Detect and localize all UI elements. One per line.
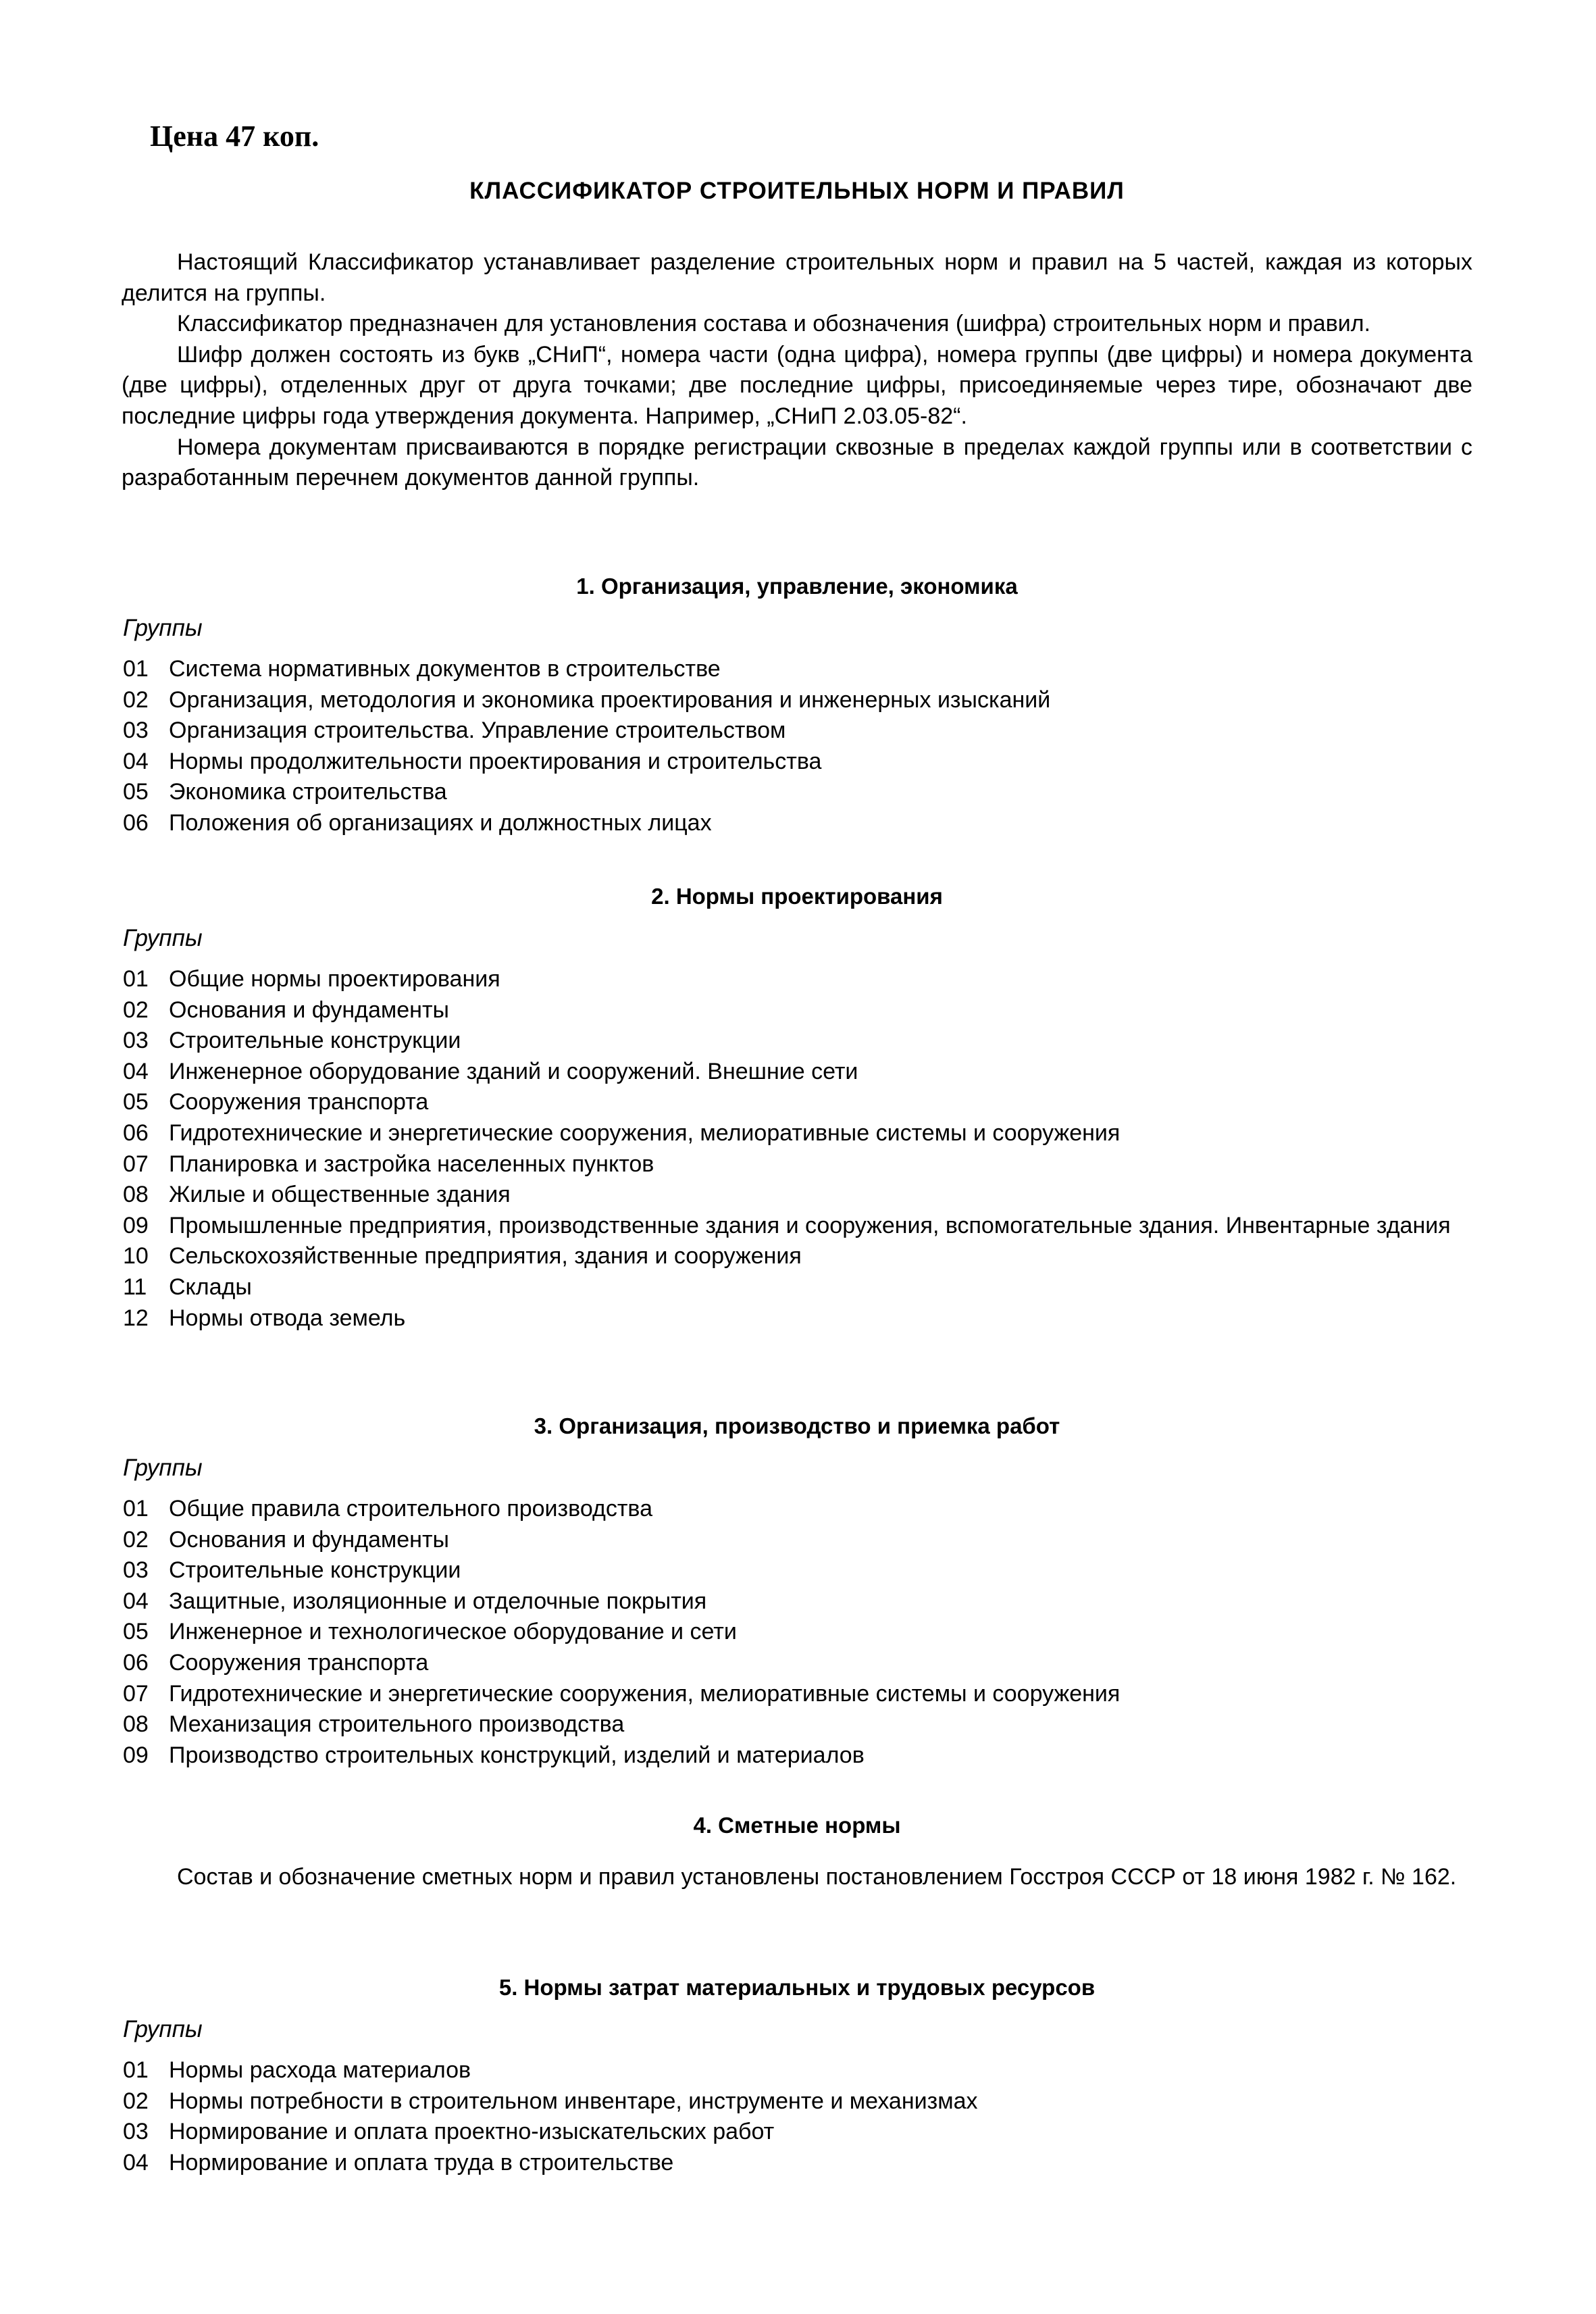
section-4-text: Состав и обозначение сметных норм и правил установлены постановлением Госстроя СССР от 18 июня 1982 г. № 162.: [177, 1864, 1457, 1890]
group-item: [123, 685, 1474, 716]
group-number: 07: [123, 1151, 149, 1177]
group-text: Общие правила строительного производства: [169, 1496, 652, 1521]
group-number: 11: [123, 1274, 147, 1300]
section-3-title: 3. Организация, производство и приемка работ: [534, 1413, 1060, 1438]
group-text: Общие нормы проектирования: [169, 966, 500, 992]
group-text: Строительные конструкции: [169, 1557, 461, 1584]
group-number: 04: [123, 2149, 149, 2175]
group-item: [123, 777, 1474, 808]
group-item: [123, 1057, 1474, 1088]
group-item: [123, 1525, 1474, 1556]
group-number: 02: [123, 686, 149, 713]
intro-paragraph: Номера документам присваиваются в порядке регистрации сквозные в пределах каждой группы или в соответствии с разработанным перечнем документов данной группы.: [122, 434, 1472, 491]
group-item: [123, 1303, 1474, 1334]
group-text: Нормирование и оплата проектно-изыскательских работ: [169, 2119, 775, 2145]
section-5-groups-label: Группы: [123, 2016, 203, 2042]
group-text: Производство строительных конструкций, изделий и материалов: [169, 1742, 865, 1768]
group-item: [123, 995, 1474, 1026]
group-number: 09: [123, 1212, 149, 1238]
group-text: Основания и фундаменты: [169, 997, 449, 1023]
group-text: Инженерное оборудование зданий и сооружений. Внешние сети: [169, 1058, 858, 1084]
group-number: 03: [123, 1557, 149, 1584]
section-4-title: 4. Сметные нормы: [693, 1813, 901, 1838]
group-text: Промышленные предприятия, производственные здания и сооружения, вспомогательные здания. Инвентарные здания: [169, 1212, 1451, 1238]
group-text: Планировка и застройка населенных пунктов: [169, 1151, 654, 1177]
group-number: 06: [123, 1649, 149, 1676]
group-item: [123, 1586, 1474, 1617]
group-item: [123, 1494, 1474, 1525]
group-number: 10: [123, 1243, 149, 1269]
section-2-groups-label: Группы: [123, 925, 203, 951]
group-text: Основания и фундаменты: [169, 1526, 449, 1553]
group-number: 03: [123, 2119, 149, 2145]
intro-paragraph: Шифр должен состоять из букв „СНиП“, номера части (одна цифра), номера группы (две цифры) и номера документа (две цифры), отделенных друг от друга точками; две последние цифры, присоединяемые через тире, обозначают две последние цифры года утверждения документа. Например, „СНиП 2.03.05-82“.: [122, 341, 1472, 429]
group-number: 04: [123, 748, 149, 774]
group-item: [123, 964, 1474, 995]
group-number: 05: [123, 779, 149, 805]
group-number: 01: [123, 1496, 149, 1521]
group-item: [123, 808, 1474, 839]
intro-paragraph: Настоящий Классификатор устанавливает разделение строительных норм и правил на 5 частей, каждая из которых делится на группы.: [122, 249, 1472, 306]
group-item: [123, 2117, 1474, 2148]
group-item: [123, 1709, 1474, 1740]
section-2-title: 2. Нормы проектирования: [651, 884, 943, 909]
group-text: Организация строительства. Управление строительством: [169, 718, 786, 744]
group-number: 06: [123, 1120, 149, 1146]
group-number: 04: [123, 1588, 149, 1614]
group-number: 08: [123, 1182, 149, 1208]
group-number: 08: [123, 1711, 149, 1738]
section-5-title: 5. Нормы затрат материальных и трудовых ресурсов: [498, 1975, 1096, 2000]
group-text: Экономика строительства: [169, 779, 447, 805]
section-1-title: 1. Организация, управление, экономика: [576, 574, 1018, 599]
group-number: 02: [123, 1526, 149, 1553]
group-text: Сооружения транспорта: [169, 1089, 429, 1115]
section-1-group-list: [123, 654, 1474, 839]
group-number: 03: [123, 718, 149, 744]
group-text: Нормирование и оплата труда в строительстве: [169, 2149, 674, 2175]
group-text: Нормы отвода земель: [169, 1305, 406, 1331]
section-2-group-list: [123, 964, 1474, 1334]
group-item: [123, 715, 1474, 747]
group-text: Гидротехнические и энергетические сооружения, мелиоративные системы и сооружения: [169, 1120, 1121, 1146]
price-label: Цена 47 коп.: [150, 120, 319, 153]
group-text: Сооружения транспорта: [169, 1649, 429, 1676]
group-number: 06: [123, 809, 149, 836]
group-item: [123, 1118, 1474, 1149]
intro-paragraph: Классификатор предназначен для установления состава и обозначения (шифра) строительных норм и правил.: [177, 311, 1371, 337]
group-text: Система нормативных документов в строительстве: [169, 656, 721, 682]
group-item: [123, 1180, 1474, 1211]
group-number: 04: [123, 1058, 149, 1084]
group-text: Склады: [169, 1274, 252, 1300]
group-number: 01: [123, 656, 149, 682]
group-text: Сельскохозяйственные предприятия, здания и сооружения: [169, 1243, 802, 1269]
group-number: 05: [123, 1089, 149, 1115]
group-text: Нормы расхода материалов: [169, 2057, 471, 2083]
section-5-group-list: [123, 2055, 1474, 2178]
group-number: 02: [123, 2088, 149, 2114]
group-text: Нормы продолжительности проектирования и строительства: [169, 748, 822, 774]
group-text: Нормы потребности в строительном инвентаре, инструменте и механизмах: [169, 2088, 978, 2114]
group-text: Инженерное и технологическое оборудование и сети: [169, 1619, 737, 1645]
group-number: 07: [123, 1680, 149, 1707]
group-text: Жилые и общественные здания: [169, 1182, 511, 1208]
section-3-group-list: [123, 1494, 1474, 1771]
group-text: Строительные конструкции: [169, 1028, 461, 1054]
group-item: [123, 1087, 1474, 1118]
group-item: [123, 1617, 1474, 1648]
group-item: [123, 1241, 1474, 1272]
group-item: [123, 1149, 1474, 1180]
group-number: 12: [123, 1305, 149, 1331]
group-text: Механизация строительного производства: [169, 1711, 625, 1738]
group-number: 02: [123, 997, 149, 1023]
group-item: [123, 1272, 1474, 1303]
group-item: [123, 654, 1474, 685]
group-text: Гидротехнические и энергетические сооружения, мелиоративные системы и сооружения: [169, 1680, 1121, 1707]
group-text: Защитные, изоляционные и отделочные покрытия: [169, 1588, 707, 1614]
group-item: [123, 2055, 1474, 2086]
group-item: [123, 1648, 1474, 1679]
section-3-groups-label: Группы: [123, 1455, 203, 1481]
group-item: [123, 1211, 1474, 1242]
document-title: КЛАССИФИКАТОР СТРОИТЕЛЬНЫХ НОРМ И ПРАВИЛ: [469, 178, 1125, 204]
intro-text: [122, 247, 1472, 494]
group-number: 03: [123, 1028, 149, 1054]
group-item: [123, 1679, 1474, 1710]
group-item: [123, 747, 1474, 778]
group-number: 09: [123, 1742, 149, 1768]
group-item: [123, 1740, 1474, 1771]
section-1-groups-label: Группы: [123, 615, 203, 641]
group-item: [123, 1555, 1474, 1586]
group-text: Организация, методология и экономика проектирования и инженерных изысканий: [169, 686, 1051, 713]
group-item: [123, 1026, 1474, 1057]
group-text: Положения об организациях и должностных лицах: [169, 809, 712, 836]
group-number: 01: [123, 966, 149, 992]
group-item: [123, 2086, 1474, 2117]
group-item: [123, 2148, 1474, 2179]
group-number: 01: [123, 2057, 149, 2083]
group-number: 05: [123, 1619, 149, 1645]
